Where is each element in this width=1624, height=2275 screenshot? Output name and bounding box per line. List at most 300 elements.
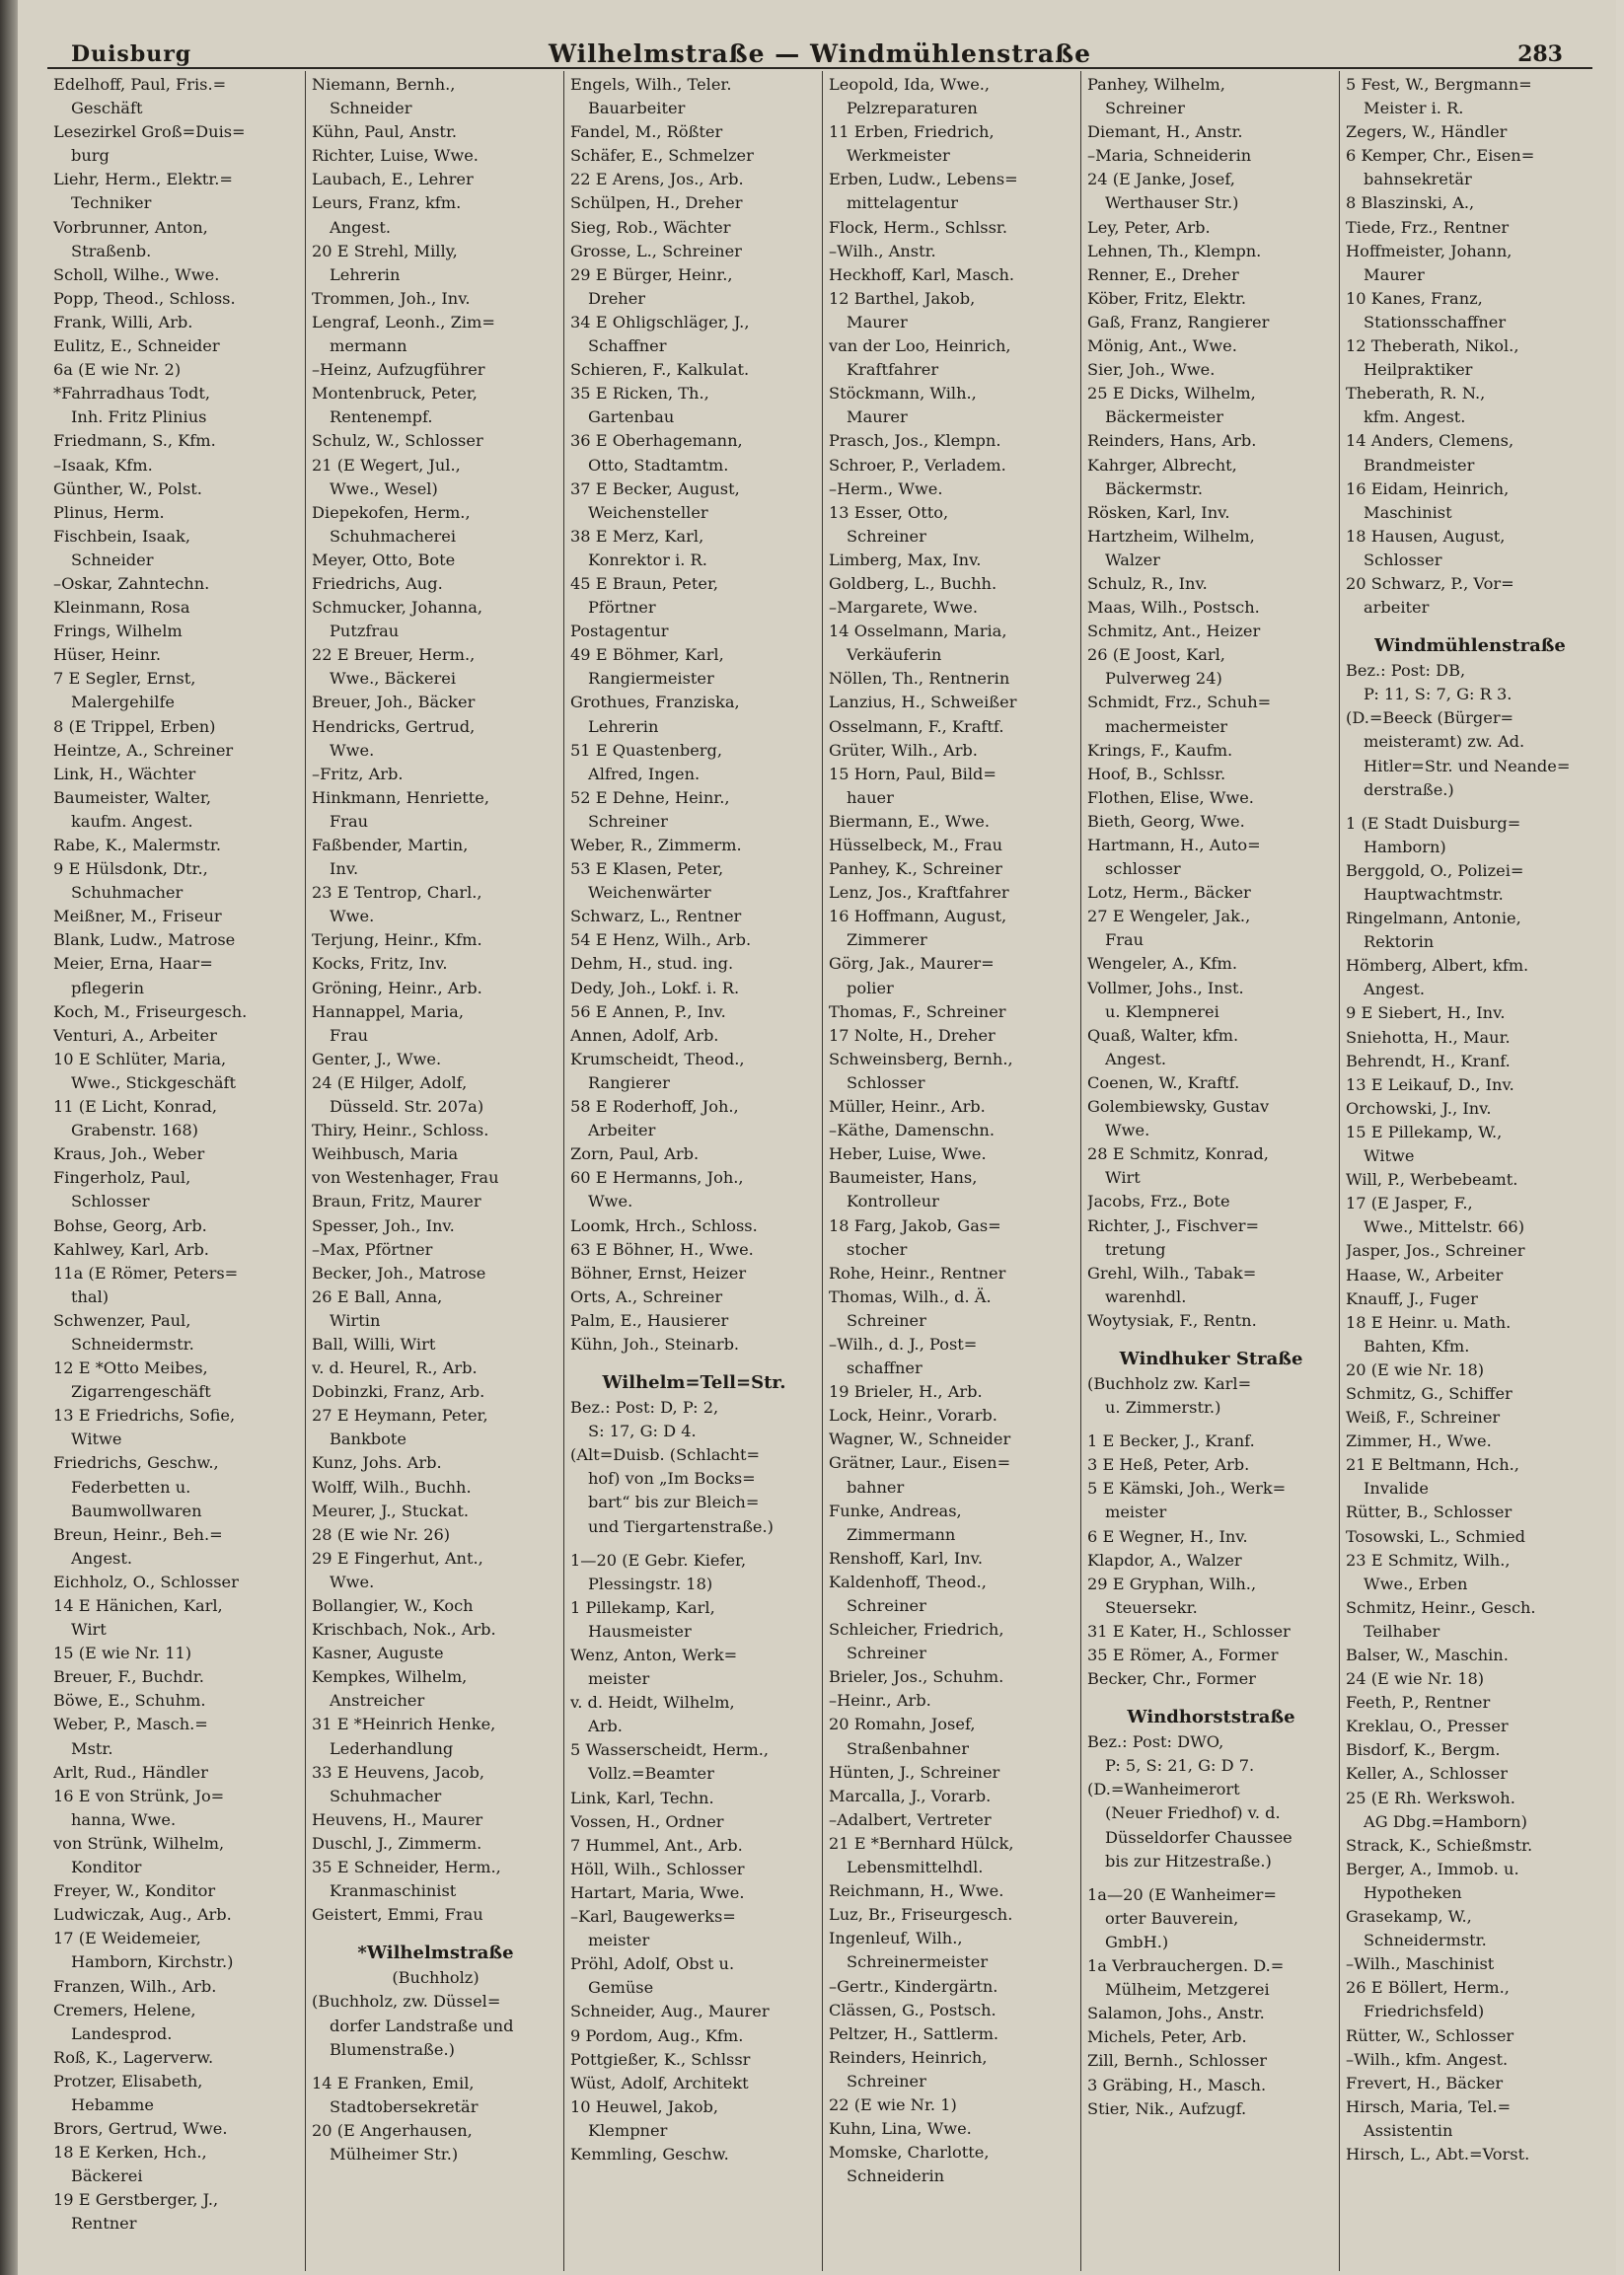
- directory-entry: Pröhl, Adolf, Obst u.: [570, 1954, 735, 1974]
- directory-entry: 18 E Kerken, Hch.,: [53, 2143, 207, 2163]
- entry-continuation: dorfer Landstraße und: [330, 2016, 514, 2035]
- entry-continuation: Weichensteller: [588, 502, 708, 522]
- entry-continuation: Wirtin: [330, 1310, 381, 1330]
- entry-continuation: Schreinermeister: [847, 1952, 989, 1972]
- directory-entry: von Strünk, Wilhelm,: [53, 1833, 225, 1853]
- directory-entry: –Gertr., Kindergärtn.: [829, 1976, 998, 1996]
- directory-entry: Kemmling, Geschw.: [570, 2144, 729, 2164]
- entry-continuation: Maurer: [1364, 264, 1425, 284]
- directory-entry: 53 E Klasen, Peter,: [570, 859, 724, 879]
- street-heading: *Wilhelmstraße: [357, 1943, 514, 1964]
- directory-entry: 49 E Böhmer, Karl,: [570, 645, 724, 665]
- directory-entry: 38 E Merz, Karl,: [570, 526, 704, 546]
- entry-continuation: Schreiner: [847, 1310, 926, 1330]
- directory-entry: Trommen, Joh., Inv.: [312, 288, 471, 308]
- directory-entry: Niemann, Bernh.,: [312, 75, 456, 94]
- entry-continuation: Bäckermeister: [1105, 407, 1223, 427]
- spacer: [570, 1539, 818, 1549]
- page-header: [47, 37, 1592, 69]
- directory-entry: van der Loo, Heinrich,: [829, 336, 1011, 356]
- directory-entry: Franzen, Wilh., Arb.: [53, 1976, 217, 1996]
- directory-entry: Funke, Andreas,: [829, 1501, 962, 1520]
- entry-continuation: Schneidermstr.: [1364, 1931, 1487, 1950]
- directory-entry: Breuer, F., Buchdr.: [53, 1667, 204, 1687]
- directory-entry: (D.=Beeck (Bürger=: [1346, 708, 1514, 728]
- directory-entry: Weiß, F., Schreiner: [1346, 1408, 1501, 1428]
- directory-entry: Ball, Willi, Wirt: [312, 1334, 436, 1354]
- entry-continuation: Lehrerin: [330, 264, 401, 284]
- directory-entry: Bollangier, W., Koch: [312, 1596, 474, 1615]
- directory-entry: Hömberg, Albert, kfm.: [1346, 956, 1529, 976]
- directory-entry: Krings, F., Kaufm.: [1087, 740, 1233, 760]
- directory-entry: Annen, Adolf, Arb.: [570, 1025, 719, 1045]
- entry-continuation: schaffner: [847, 1358, 923, 1378]
- entry-continuation: Weichenwärter: [588, 883, 711, 903]
- directory-entry: Link, H., Wächter: [53, 764, 196, 783]
- directory-entry: –Heinr., Arb.: [829, 1691, 931, 1711]
- directory-entry: Thiry, Heinr., Schloss.: [312, 1121, 489, 1140]
- entry-continuation: Dreher: [588, 288, 646, 308]
- directory-entry: Diemant, H., Anstr.: [1087, 122, 1243, 142]
- directory-entry: 20 E Strehl, Milly,: [312, 241, 458, 260]
- directory-entry: –Karl, Baugewerks=: [570, 1907, 736, 1927]
- directory-entry: Mönig, Ant., Wwe.: [1087, 336, 1237, 356]
- entry-continuation: stocher: [847, 1239, 908, 1259]
- entry-continuation: polier: [847, 978, 894, 997]
- directory-entry: Schmidt, Frz., Schuh=: [1087, 693, 1272, 712]
- entry-continuation: Schuhmacherei: [330, 526, 456, 546]
- directory-entry: 37 E Becker, August,: [570, 478, 740, 498]
- directory-entry: Kahlwey, Karl, Arb.: [53, 1239, 209, 1259]
- directory-entry: 51 E Quastenberg,: [570, 740, 723, 760]
- directory-entry: 27 E Heymann, Peter,: [312, 1406, 488, 1426]
- entry-continuation: Arb.: [588, 1717, 623, 1736]
- directory-entry: 63 E Böhner, H., Wwe.: [570, 1239, 754, 1259]
- directory-entry: Vorbrunner, Anton,: [53, 217, 208, 237]
- directory-entry: Kühn, Paul, Anstr.: [312, 122, 458, 142]
- directory-entry: Strack, K., Schießmstr.: [1346, 1835, 1533, 1855]
- entry-continuation: hauer: [847, 787, 894, 807]
- directory-entry: 1 Pillekamp, Karl,: [570, 1597, 715, 1617]
- entry-continuation: Verkäuferin: [847, 645, 942, 665]
- directory-entry: –Wilh., Maschinist: [1346, 1954, 1495, 1974]
- entry-continuation: Heilpraktiker: [1364, 360, 1473, 380]
- directory-entry: Geistert, Emmi, Frau: [312, 1905, 483, 1925]
- directory-entry: (Buchholz, zw. Düssel=: [312, 1992, 501, 2012]
- entry-continuation: meister: [588, 1669, 650, 1689]
- directory-entry: Kuhn, Lina, Wwe.: [829, 2119, 972, 2139]
- entry-continuation: Wwe., Mittelstr. 66): [1364, 1217, 1525, 1237]
- entry-continuation: Bäckermstr.: [1105, 478, 1204, 498]
- directory-entry: Kleinmann, Rosa: [53, 598, 190, 618]
- directory-entry: 1a—20 (E Wanheimer=: [1087, 1884, 1277, 1904]
- directory-entry: Schmitz, Ant., Heizer: [1087, 622, 1261, 641]
- directory-entry: Vossen, H., Ordner: [570, 1811, 724, 1831]
- entry-continuation: mittelagentur: [847, 193, 958, 213]
- directory-entry: 15 Horn, Paul, Bild=: [829, 764, 997, 783]
- entry-continuation: Pulverweg 24): [1105, 669, 1222, 689]
- directory-entry: 17 (E Jasper, F.,: [1346, 1194, 1473, 1213]
- directory-entry: Ringelmann, Antonie,: [1346, 909, 1521, 928]
- entry-continuation: Schneider: [330, 99, 412, 118]
- entry-continuation: Bahten, Kfm.: [1364, 1336, 1470, 1356]
- entry-continuation: Schuhmacher: [330, 1786, 442, 1805]
- directory-entry: Faßbender, Martin,: [312, 836, 469, 854]
- directory-entry: Breuer, Joh., Bäcker: [312, 693, 476, 712]
- directory-entry: Kühn, Joh., Steinarb.: [570, 1334, 740, 1354]
- directory-entry: Blank, Ludw., Matrose: [53, 930, 236, 950]
- directory-entry: Woytysiak, F., Rentn.: [1087, 1310, 1257, 1330]
- directory-entry: 13 E Friedrichs, Sofie,: [53, 1406, 236, 1426]
- entry-continuation: Kraftfahrer: [847, 360, 939, 380]
- directory-entry: Wenz, Anton, Werk=: [570, 1646, 738, 1664]
- entry-continuation: Kranmaschinist: [330, 1881, 457, 1901]
- directory-entry: 16 Eidam, Heinrich,: [1346, 478, 1510, 498]
- directory-entry: Lenz, Jos., Kraftfahrer: [829, 883, 1009, 903]
- directory-entry: Hoffmeister, Johann,: [1346, 241, 1513, 260]
- entry-continuation: Wwe., Bäckerei: [330, 669, 457, 689]
- entry-continuation: Düsseld. Str. 207a): [330, 1097, 484, 1117]
- directory-entry: Grehl, Wilh., Tabak=: [1087, 1263, 1257, 1283]
- entry-continuation: Frau: [1105, 930, 1144, 950]
- directory-entry: Meyer, Otto, Bote: [312, 550, 456, 569]
- directory-entry: Berggold, O., Polizei=: [1346, 860, 1524, 880]
- directory-entry: 22 E Breuer, Herm.,: [312, 645, 476, 665]
- entry-continuation: derstraße.): [1364, 779, 1454, 799]
- directory-entry: Erben, Ludw., Lebens=: [829, 170, 1018, 189]
- directory-entry: Friedrichs, Aug.: [312, 573, 443, 593]
- directory-entry: Friedrichs, Geschw.,: [53, 1453, 219, 1473]
- directory-entry: Fingerholz, Paul,: [53, 1168, 191, 1188]
- directory-entry: Flock, Herm., Schlssr.: [829, 217, 1008, 237]
- directory-entry: Krumscheidt, Theod.,: [570, 1049, 745, 1068]
- directory-entry: Köber, Fritz, Elektr.: [1087, 288, 1247, 308]
- directory-entry: 12 Theberath, Nikol.,: [1346, 336, 1519, 356]
- directory-entry: Plinus, Herm.: [53, 502, 165, 522]
- entry-continuation: Wirt: [71, 1620, 107, 1640]
- directory-entry: Günther, W., Polst.: [53, 478, 202, 498]
- directory-entry: 28 (E wie Nr. 26): [312, 1524, 451, 1544]
- directory-entry: 3 E Heß, Peter, Arb.: [1087, 1455, 1250, 1475]
- entry-continuation: Landesprod.: [71, 2023, 173, 2043]
- directory-entry: Lesezirkel Groß=Duis=: [53, 122, 246, 142]
- directory-entry: Heuvens, H., Maurer: [312, 1809, 483, 1829]
- directory-entry: Kocks, Fritz, Inv.: [312, 954, 448, 974]
- directory-entry: Zorn, Paul, Arb.: [570, 1144, 700, 1164]
- entry-continuation: Plessingstr. 18): [588, 1574, 713, 1593]
- directory-entry: Orchowski, J., Inv.: [1346, 1098, 1492, 1118]
- directory-entry: 16 E von Strünk, Jo=: [53, 1786, 225, 1805]
- entry-continuation: Hitler=Str. und Neande=: [1364, 756, 1571, 775]
- directory-entry: 14 Osselmann, Maria,: [829, 622, 1007, 641]
- entry-continuation: machermeister: [1105, 716, 1228, 736]
- directory-entry: Tiede, Frz., Rentner: [1346, 217, 1510, 237]
- directory-entry: Rütter, B., Schlosser: [1346, 1503, 1513, 1522]
- entry-continuation: Lebensmittelhdl.: [847, 1858, 984, 1877]
- directory-entry: Krischbach, Nok., Arb.: [312, 1620, 496, 1640]
- directory-entry: Peltzer, H., Sattlerm.: [829, 2023, 999, 2043]
- directory-entry: Leurs, Franz, kfm.: [312, 193, 462, 213]
- directory-entry: Diepekofen, Herm.,: [312, 502, 471, 522]
- entry-continuation: Zimmerer: [847, 930, 927, 950]
- entry-continuation: Rentner: [71, 2214, 137, 2234]
- entry-continuation: Wirt: [1105, 1168, 1141, 1188]
- entry-continuation: (Neuer Friedhof) v. d.: [1105, 1803, 1281, 1823]
- directory-entry: v. d. Heurel, R., Arb.: [312, 1358, 478, 1378]
- entry-continuation: kaufm. Angest.: [71, 811, 193, 831]
- directory-entry: –Käthe, Damenschn.: [829, 1121, 995, 1140]
- directory-entry: 23 E Tentrop, Charl.,: [312, 883, 482, 903]
- directory-entry: Reinders, Heinrich,: [829, 2047, 988, 2067]
- directory-entry: Wolff, Wilh., Buchh.: [312, 1477, 472, 1497]
- directory-entry: Schmucker, Johanna,: [312, 598, 483, 618]
- entry-continuation: Mülheimer Str.): [330, 2144, 459, 2164]
- entry-continuation: Brandmeister: [1364, 455, 1475, 475]
- entry-continuation: tretung: [1105, 1239, 1166, 1259]
- directory-entry: 35 E Römer, A., Former: [1087, 1646, 1279, 1664]
- entry-continuation: Rektorin: [1364, 932, 1435, 952]
- directory-entry: 8 (E Trippel, Erben): [53, 716, 216, 736]
- directory-entry: Hüsselbeck, M., Frau: [829, 836, 1003, 854]
- directory-entry: 6 Kemper, Chr., Eisen=: [1346, 146, 1535, 166]
- entry-continuation: Hausmeister: [588, 1621, 692, 1641]
- entry-continuation: Maurer: [847, 312, 908, 331]
- directory-entry: 15 E Pillekamp, W.,: [1346, 1122, 1503, 1141]
- directory-entry: Görg, Jak., Maurer=: [829, 954, 995, 974]
- directory-entry: 14 E Hänichen, Karl,: [53, 1596, 223, 1615]
- entry-continuation: Straßenbahner: [847, 1738, 969, 1758]
- directory-entry: Lanzius, H., Schweißer: [829, 693, 1017, 712]
- entry-continuation: Wwe.: [588, 1192, 633, 1211]
- directory-entry: Dobinzki, Franz, Arb.: [312, 1382, 485, 1402]
- directory-entry: –Wilh., d. J., Post=: [829, 1334, 978, 1354]
- directory-entry: Stier, Nik., Aufzugf.: [1087, 2098, 1247, 2118]
- directory-entry: Fischbein, Isaak,: [53, 526, 191, 546]
- directory-entry: –Isaak, Kfm.: [53, 455, 153, 475]
- directory-entry: Eichholz, O., Schlosser: [53, 1572, 239, 1591]
- directory-entry: 25 E Dicks, Wilhelm,: [1087, 384, 1256, 404]
- entry-continuation: meister: [1105, 1503, 1167, 1522]
- street-heading: Windhorststraße: [1127, 1707, 1295, 1728]
- directory-entry: Roß, K., Lagerverw.: [53, 2047, 214, 2067]
- directory-entry: Momske, Charlotte,: [829, 2143, 990, 2163]
- entry-continuation: Straßenb.: [71, 241, 152, 260]
- directory-entry: (Buchholz zw. Karl=: [1087, 1373, 1252, 1393]
- directory-entry: Thomas, F., Schreiner: [829, 1001, 1006, 1021]
- entry-continuation: Hauptwachtmstr.: [1364, 885, 1504, 904]
- directory-entry: 27 E Wengeler, Jak.,: [1087, 907, 1251, 926]
- street-heading: Windmühlenstraße: [1374, 635, 1566, 657]
- directory-entry: Meurer, J., Stuckat.: [312, 1501, 470, 1520]
- entry-continuation: Schreiner: [1105, 99, 1185, 118]
- directory-entry: 45 E Braun, Peter,: [570, 573, 719, 593]
- directory-entry: Hüser, Heinr.: [53, 645, 162, 665]
- directory-entry: Hartmann, H., Auto=: [1087, 836, 1261, 854]
- entry-continuation: Witwe: [1364, 1146, 1415, 1166]
- directory-entry: Engels, Wilh., Teler.: [570, 75, 732, 94]
- directory-entry: Weber, P., Masch.=: [53, 1715, 208, 1734]
- directory-entry: –Oskar, Zahntechn.: [53, 573, 210, 593]
- entry-continuation: Bankbote: [330, 1430, 406, 1449]
- directory-entry: Orts, A., Schreiner: [570, 1286, 723, 1306]
- directory-entry: 7 E Segler, Ernst,: [53, 669, 196, 689]
- directory-entry: Schäfer, E., Schmelzer: [570, 146, 754, 166]
- directory-entry: Pottgießer, K., Schlssr: [570, 2049, 751, 2069]
- directory-entry: Zill, Bernh., Schlosser: [1087, 2051, 1268, 2071]
- directory-entry: 5 E Kämski, Joh., Werk=: [1087, 1479, 1287, 1499]
- directory-entry: Link, Karl, Techn.: [570, 1788, 714, 1807]
- directory-entry: Thomas, Wilh., d. Ä.: [829, 1286, 992, 1306]
- entry-continuation: Grabenstr. 168): [71, 1121, 198, 1140]
- entry-continuation: und Tiergartenstraße.): [588, 1516, 774, 1536]
- directory-entry: Protzer, Elisabeth,: [53, 2071, 203, 2091]
- entry-continuation: bart“ bis zur Bleich=: [588, 1493, 760, 1512]
- entry-continuation: Maschinist: [1364, 502, 1452, 522]
- directory-entry: Knauff, J., Fuger: [1346, 1288, 1478, 1308]
- column-3: [564, 71, 823, 2271]
- entry-continuation: Angest.: [1105, 1049, 1167, 1068]
- entry-continuation: Hamborn, Kirchstr.): [71, 1952, 234, 1972]
- directory-entry: 11 Erben, Friedrich,: [829, 122, 995, 142]
- directory-entry: Limberg, Max, Inv.: [829, 550, 982, 569]
- directory-entry: Rütter, W., Schlosser: [1346, 2025, 1514, 2045]
- entry-continuation: Hypotheken: [1364, 1882, 1462, 1902]
- entry-continuation: Werthauser Str.): [1105, 193, 1239, 213]
- directory-entry: Schwenzer, Paul,: [53, 1310, 191, 1330]
- directory-entry: Osselmann, F., Kraftf.: [829, 716, 1004, 736]
- entry-continuation: Rangiermeister: [588, 669, 714, 689]
- entry-continuation: Wwe.: [330, 907, 375, 926]
- entry-continuation: GmbH.): [1105, 1932, 1169, 1951]
- directory-entry: 8 Blaszinski, A.,: [1346, 193, 1475, 213]
- directory-entry: 14 E Franken, Emil,: [312, 2073, 475, 2092]
- directory-entry: 17 (E Weidemeier,: [53, 1929, 201, 1948]
- directory-entry: Behrendt, H., Kranf.: [1346, 1051, 1511, 1070]
- entry-continuation: meisteramt) zw. Ad.: [1364, 732, 1525, 752]
- entry-continuation: Zigarrengeschäft: [71, 1382, 211, 1402]
- directory-entry: Böwe, E., Schuhm.: [53, 1691, 206, 1711]
- directory-entry: Duschl, J., Zimmerm.: [312, 1833, 482, 1853]
- entry-continuation: Gemüse: [588, 1978, 654, 1998]
- directory-entry: Edelhoff, Paul, Fris.=: [53, 75, 227, 94]
- entry-continuation: pflegerin: [71, 978, 145, 997]
- directory-entry: Heckhoff, Karl, Masch.: [829, 264, 1015, 284]
- directory-entry: Schülpen, H., Dreher: [570, 193, 743, 213]
- column-4: [823, 71, 1081, 2271]
- directory-entry: Bez.: Post: DB,: [1346, 661, 1466, 681]
- entry-continuation: Techniker: [71, 193, 152, 213]
- directory-entry: 12 E *Otto Meibes,: [53, 1358, 208, 1378]
- directory-entry: Kunz, Johs. Arb.: [312, 1453, 442, 1473]
- directory-entry: Spesser, Joh., Inv.: [312, 1215, 455, 1235]
- directory-entry: Ludwiczak, Aug., Arb.: [53, 1905, 232, 1925]
- directory-entry: Sier, Joh., Wwe.: [1087, 360, 1216, 380]
- entry-continuation: Konrektor i. R.: [588, 550, 707, 569]
- directory-entry: 10 Heuwel, Jakob,: [570, 2096, 718, 2116]
- directory-entry: Wüst, Adolf, Architekt: [570, 2073, 749, 2092]
- entry-continuation: Wwe.: [330, 1572, 375, 1591]
- directory-entry: 26 E Böllert, Herm.,: [1346, 1978, 1510, 1998]
- directory-entry: Lengraf, Leonh., Zim=: [312, 312, 495, 331]
- directory-entry: Flothen, Elise, Wwe.: [1087, 787, 1254, 807]
- directory-entry: Palm, E., Hausierer: [570, 1310, 729, 1330]
- column-6: [1340, 71, 1598, 2271]
- directory-entry: –Fritz, Arb.: [312, 764, 404, 783]
- directory-entry: 21 (E Wegert, Jul.,: [312, 455, 461, 475]
- directory-entry: Klapdor, A., Walzer: [1087, 1550, 1242, 1570]
- entry-continuation: Klempner: [588, 2120, 668, 2140]
- directory-entry: Grosse, L., Schreiner: [570, 241, 742, 260]
- entry-continuation: Blumenstraße.): [330, 2039, 455, 2059]
- entry-continuation: Otto, Stadtamtm.: [588, 455, 729, 475]
- directory-entry: Wengeler, A., Kfm.: [1087, 954, 1237, 974]
- directory-entry: Frank, Willi, Arb.: [53, 312, 193, 331]
- directory-entry: Scholl, Wilhe., Wwe.: [53, 264, 220, 284]
- spacer: [1087, 1420, 1335, 1430]
- directory-entry: Fandel, M., Rößter: [570, 122, 723, 142]
- directory-entry: Ingenleuf, Wilh.,: [829, 1929, 963, 1948]
- entry-continuation: schlosser: [1105, 859, 1181, 879]
- entry-continuation: Baumwollwaren: [71, 1501, 202, 1520]
- entry-continuation: Schaffner: [588, 336, 667, 356]
- directory-entry: Bieth, Georg, Wwe.: [1087, 811, 1245, 831]
- directory-entry: –Herm., Wwe.: [829, 478, 943, 498]
- directory-entry: 24 (E Janke, Josef,: [1087, 170, 1235, 189]
- directory-entry: Hünten, J., Schreiner: [829, 1762, 1000, 1782]
- directory-entry: 22 (E wie Nr. 1): [829, 2094, 957, 2114]
- directory-entry: 56 E Annen, P., Inv.: [570, 1001, 726, 1021]
- entry-continuation: Alfred, Ingen.: [588, 764, 701, 783]
- directory-entry: Schulz, W., Schlosser: [312, 431, 483, 451]
- directory-entry: Brors, Gertrud, Wwe.: [53, 2119, 228, 2139]
- directory-entry: 18 Farg, Jakob, Gas=: [829, 1215, 1001, 1235]
- entry-continuation: kfm. Angest.: [1364, 407, 1466, 427]
- directory-entry: –Maria, Schneiderin: [1087, 146, 1252, 166]
- directory-entry: Meißner, M., Friseur: [53, 907, 222, 926]
- entry-continuation: Zimmermann: [847, 1524, 956, 1544]
- directory-entry: Grüter, Wilh., Arb.: [829, 740, 978, 760]
- directory-entry: 10 E Schlüter, Maria,: [53, 1049, 227, 1068]
- directory-entry: Prasch, Jos., Klempn.: [829, 431, 1001, 451]
- directory-entry: Müller, Heinr., Arb.: [829, 1097, 986, 1117]
- directory-entry: Laubach, E., Lehrer: [312, 170, 474, 189]
- directory-entry: Koch, M., Friseurgesch.: [53, 1001, 248, 1021]
- entry-continuation: Wwe.: [330, 740, 375, 760]
- directory-entry: Gaß, Franz, Rangierer: [1087, 312, 1270, 331]
- directory-entry: Lehnen, Th., Klempn.: [1087, 241, 1262, 260]
- directory-entry: Popp, Theod., Schloss.: [53, 288, 236, 308]
- column-1: [47, 71, 306, 2271]
- directory-entry: Schneider, Aug., Maurer: [570, 2002, 770, 2021]
- directory-entry: Theberath, R. N.,: [1346, 384, 1486, 404]
- directory-entry: Sieg, Rob., Wächter: [570, 217, 731, 237]
- directory-entry: Kasner, Auguste: [312, 1644, 444, 1663]
- entry-continuation: Frau: [330, 1025, 369, 1045]
- directory-entry: 58 E Roderhoff, Joh.,: [570, 1097, 739, 1117]
- directory-entry: 23 E Schmitz, Wilh.,: [1346, 1550, 1511, 1570]
- entry-continuation: Vollz.=Beamter: [588, 1764, 714, 1784]
- directory-entry: Luz, Br., Friseurgesch.: [829, 1905, 1013, 1925]
- directory-entry: 5 Wasserscheidt, Herm.,: [570, 1740, 770, 1760]
- directory-entry: Bez.: Post: DWO,: [1087, 1732, 1224, 1752]
- directory-entry: Freyer, W., Konditor: [53, 1881, 216, 1901]
- entry-continuation: Rangierer: [588, 1072, 670, 1092]
- entry-continuation: Wwe., Erben: [1364, 1574, 1468, 1593]
- entry-continuation: mermann: [330, 336, 407, 356]
- directory-entry: 10 Kanes, Franz,: [1346, 288, 1483, 308]
- directory-entry: 12 Barthel, Jakob,: [829, 288, 976, 308]
- directory-entry: Loomk, Hrch., Schloss.: [570, 1215, 758, 1235]
